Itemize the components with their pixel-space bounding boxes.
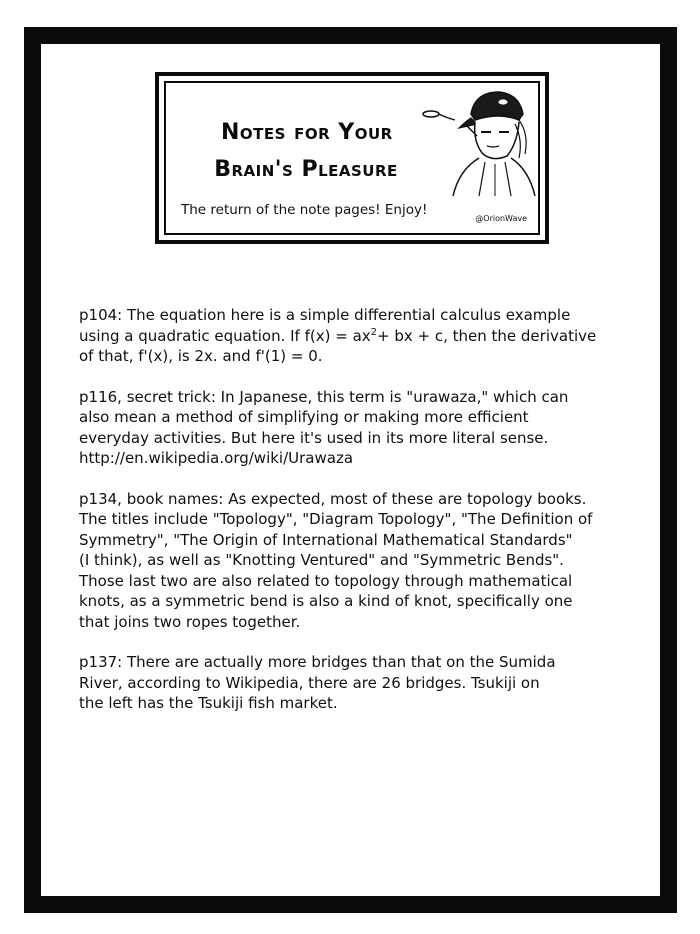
note-line: p104: The equation here is a simple differential calculus example <box>79 306 571 324</box>
note-line: p134, book names: As expected, most of these are topology books. <box>79 489 587 508</box>
subtitle: The return of the note pages! Enjoy! <box>181 202 428 218</box>
note-line: The titles include "Topology", "Diagram Topology", "The Definition of <box>79 510 593 528</box>
note-line: knots, as a symmetric bend is also a kind of knot, specifically one <box>79 592 573 610</box>
note-p134 <box>79 489 649 633</box>
note-line: (I think), as well as "Knotting Ventured" and "Symmetric Bends". <box>79 551 564 569</box>
note-line: p116, secret trick: In Japanese, this term is "urawaza," which can <box>79 387 569 406</box>
note-line: the left has the Tsukiji fish market. <box>79 694 338 712</box>
title-line-2: Brain's Pleasure <box>214 157 398 182</box>
note-line: of that, f'(x), is 2x. and f'(1) = 0. <box>79 347 323 365</box>
note-p104 <box>79 305 649 367</box>
note-link-url[interactable]: http://en.wikipedia.org/wiki/Urawaza <box>79 449 354 467</box>
note-line: that joins two ropes together. <box>79 612 301 631</box>
note-line: Symmetry", "The Origin of International Mathematical Standards" <box>79 530 573 549</box>
author-handle: @OrionWave <box>475 214 527 223</box>
note-line: Those last two are also related to topology through mathematical <box>79 571 573 590</box>
title-box <box>155 72 549 244</box>
superscript: 2 <box>370 326 378 338</box>
note-line: p137: There are actually more bridges than that on the Sumida <box>79 653 556 671</box>
note-line-text: using a quadratic equation. If f(x) = ax <box>79 326 371 345</box>
capped-character-smoking-icon <box>419 84 537 202</box>
note-line: also mean a method of simplifying or making more efficient <box>79 408 529 426</box>
note-line-text-after: + bx + c, then the derivative <box>377 326 597 345</box>
note-line-with-superscript <box>79 326 649 347</box>
note-p116 <box>79 387 649 469</box>
note-p137 <box>79 652 649 714</box>
title-line-1: Notes for Your <box>221 120 393 145</box>
note-line: everyday activities. But here it's used in its more literal sense. <box>79 428 549 447</box>
notes-body <box>79 305 649 734</box>
note-line: River, according to Wikipedia, there are 26 bridges. Tsukiji on <box>79 673 540 692</box>
